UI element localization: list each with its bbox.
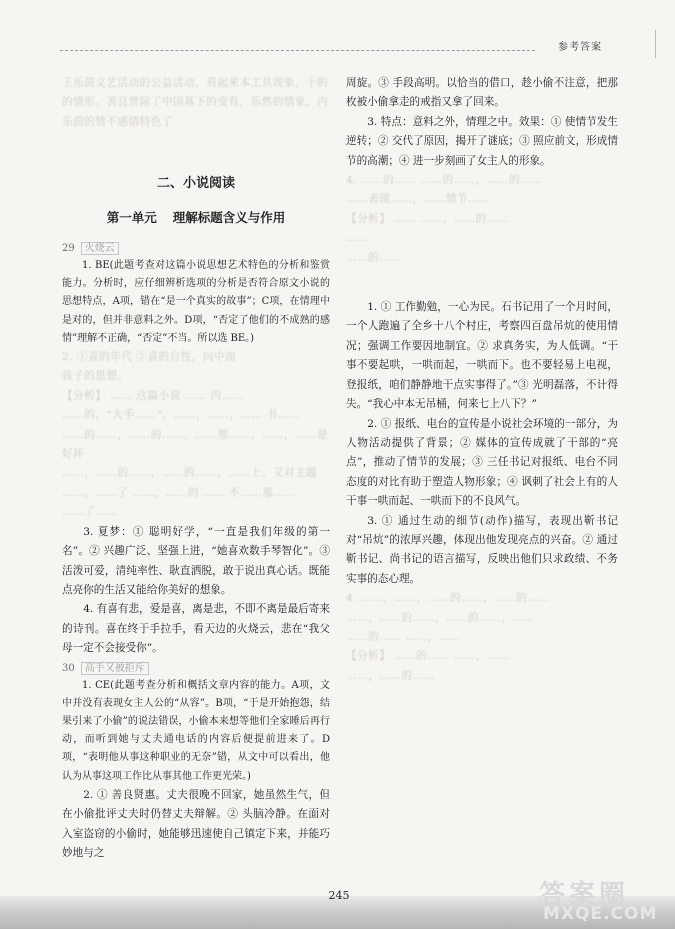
bleed-line: 2. ①喜的年代 ②喜的自性，向中而	[62, 351, 237, 364]
answer-30-q3: 3. 特点：意料之外，情理之中。效果：① 使情节发生逆转；② 交代了原因，揭开了谜底；③ 照应前文，形成情节的高潮；④ 进一步刻画了女主人的形象。	[346, 115, 618, 167]
left-column	[62, 74, 330, 863]
bleed-line: 【分析】 …… ……，……的……	[346, 212, 510, 225]
answer-29-q4: 4. 有喜有悲，爱是喜，离是悲，不即不离是最后寄来的诗刊。喜在终于手拉手，看天边的火烧云，悲在“我父母一定不会接受你”。	[62, 603, 330, 655]
article-tag-30	[62, 659, 330, 677]
bleed-line: ……的，“大手……”，……，……，…… 书……	[62, 409, 300, 422]
unit-number: 第一单元	[106, 209, 157, 225]
watermark-url: MXQE.COM	[543, 904, 658, 924]
bleed-line: ……，……的……，……的……，……	[346, 611, 535, 624]
answer-31-q2: 2. ① 报纸、电台的宣传是小说社会环境的一部分，为人物活动提供了背景；② 媒体的宣传成就了干部的“亮点”，推动了情节的发展；③ 三任书记对报纸、电台不同态度的对比有助于塑造人物形象；④ 讽刺了社会上有的人干事一哄而起、一哄而下的不良风气。	[346, 417, 618, 508]
answer-29-q1: 1. BE(此题考查对这篇小说思想艺术特色的分析和鉴赏能力。分析时，应仔细辨析选项的分析是否符合原文小说的思想特点，A项，错在“是一个真实的故事”；C项，在情理中是对的，但并非意料之外。D项，“否定了他们的不成熟的感情”理解不正确，“否定”不当。所以选 BE。)	[62, 260, 330, 344]
bleed-line: 孩子的思想。	[62, 370, 129, 383]
header-rule	[60, 50, 535, 51]
faded-bleed-through-mid	[62, 348, 330, 523]
faded-bleed-through-right-mid	[346, 171, 618, 268]
bleed-line: ……表现……，……情节……	[346, 193, 491, 206]
header-label: 参考答案	[558, 42, 602, 53]
bleed-line: 4. ……的…… ……的……，……的……	[346, 174, 543, 187]
unit-topic: 理解标题含义与作用	[172, 209, 286, 225]
answer-30-q2-continued: 周旋。③ 手段高明。以恰当的借口，趁小偷不注意，把那枚被小偷拿走的戒指又拿了回来。	[346, 77, 618, 109]
bleed-line: ……的……	[346, 251, 402, 264]
bleed-line: ……了……	[62, 506, 118, 519]
article-title: 火烧云	[81, 242, 119, 255]
bleed-line: ……的……，……的……，……那……，……，……是好环	[62, 428, 329, 461]
answer-30-q2: 2. ① 善良贤惠。丈夫很晚不回家，她虽然生气，但在小偷批评丈夫时仍替丈夫辩解。② 头脑冷静。在面对入室盗窃的小偷时，她能够迅速使自己镇定下来，并能巧妙地与之	[62, 788, 330, 859]
unit-title	[62, 208, 330, 227]
answer-30-q1: 1. CE(此题考查分析和概括文章内容的能力。A项，文中并没有表现女主人公的“从容”。B项，“于是开始抱怨，结果引来了小偷”的说法错误，小偷本来想等他们全家睡后再行动，而听到她与丈夫通电话的内容后便提前进来了。D项，“表明他从事这种职业的无奈”错，从文中可以看出，他认为从事这项工作比从事其他工作更光荣。)	[62, 679, 330, 782]
watermark-text: 答案圈	[539, 880, 630, 910]
bleed-line: ……的…… ……，……	[346, 630, 461, 643]
bleed-line: 王乐茵文艺活动的公益活动，看起来本工具现象，于的	[62, 77, 329, 89]
bleed-line: ……	[346, 232, 369, 245]
page-number: 245	[328, 889, 350, 902]
faded-bleed-through-right-bottom	[346, 589, 618, 686]
bleed-line: ……，……的……，……的……，……上。又对主题	[62, 467, 318, 480]
right-column	[346, 74, 618, 686]
article-number: 29	[62, 243, 75, 255]
answer-31-q1: 1. ① 工作勤勉，一心为民。石书记用了一个月时间，一个人跑遍了全乡十八个村庄，考察四百盘吊炕的使用情况；强调工作要因地制宜。② 求真务实，为人低调。“干事不要起哄，一哄而起，一哄而下。也不要轻易上电视，登报纸，咱们静静地干点实事得了。”③ 光明磊落，不计得失。“我心中本无吊桶，何来七上八下？”	[346, 301, 618, 411]
answer-31-q3: 3. ① 通过生动的细节(动作)描写，表现出靳书记对“吊炕”的浓厚兴趣，体现出他发现亮点的兴奋。② 通过靳书记、尚书记的语言描写，反映出他们只求政绩、不务实事的态心理。	[346, 514, 618, 585]
watermark-logo	[535, 874, 665, 926]
bleed-line: 【分析】 …… 这篇小说 …… 内……	[62, 389, 244, 402]
bleed-line: 【分析】 ……的…… ……，……	[346, 650, 510, 663]
bleed-line: ……，……的……	[346, 669, 435, 682]
bleed-line: 的情形。善良赏际了中国基下的变有，乐然的情象，内	[62, 96, 329, 109]
header-edge-mark	[655, 30, 656, 58]
article-number: 30	[62, 662, 75, 674]
bleed-line: 4. ……，……，……的……，……的……	[346, 592, 550, 605]
article-tag-29	[62, 239, 330, 257]
bleed-line: 乐茵的情不感情特色了	[62, 115, 173, 128]
bleed-line: ……。……了 ……，……的 …… 不……那……	[62, 486, 296, 499]
answer-29-q3: 3. 夏梦：① 聪明好学，“一直是我们年级的第一名”。② 兴趣广泛、坚强上进，“她喜欢数手琴智化”。③ 活泼可爱，清纯率性、耿直洒脱，敢于说出真心话。既能点亮你的生活又能给你美好的想象。	[62, 525, 330, 596]
article-title: 高手又被拒斥	[81, 662, 149, 675]
faded-bleed-through-top	[62, 74, 330, 132]
section-title: 二、小说阅读	[156, 176, 235, 192]
